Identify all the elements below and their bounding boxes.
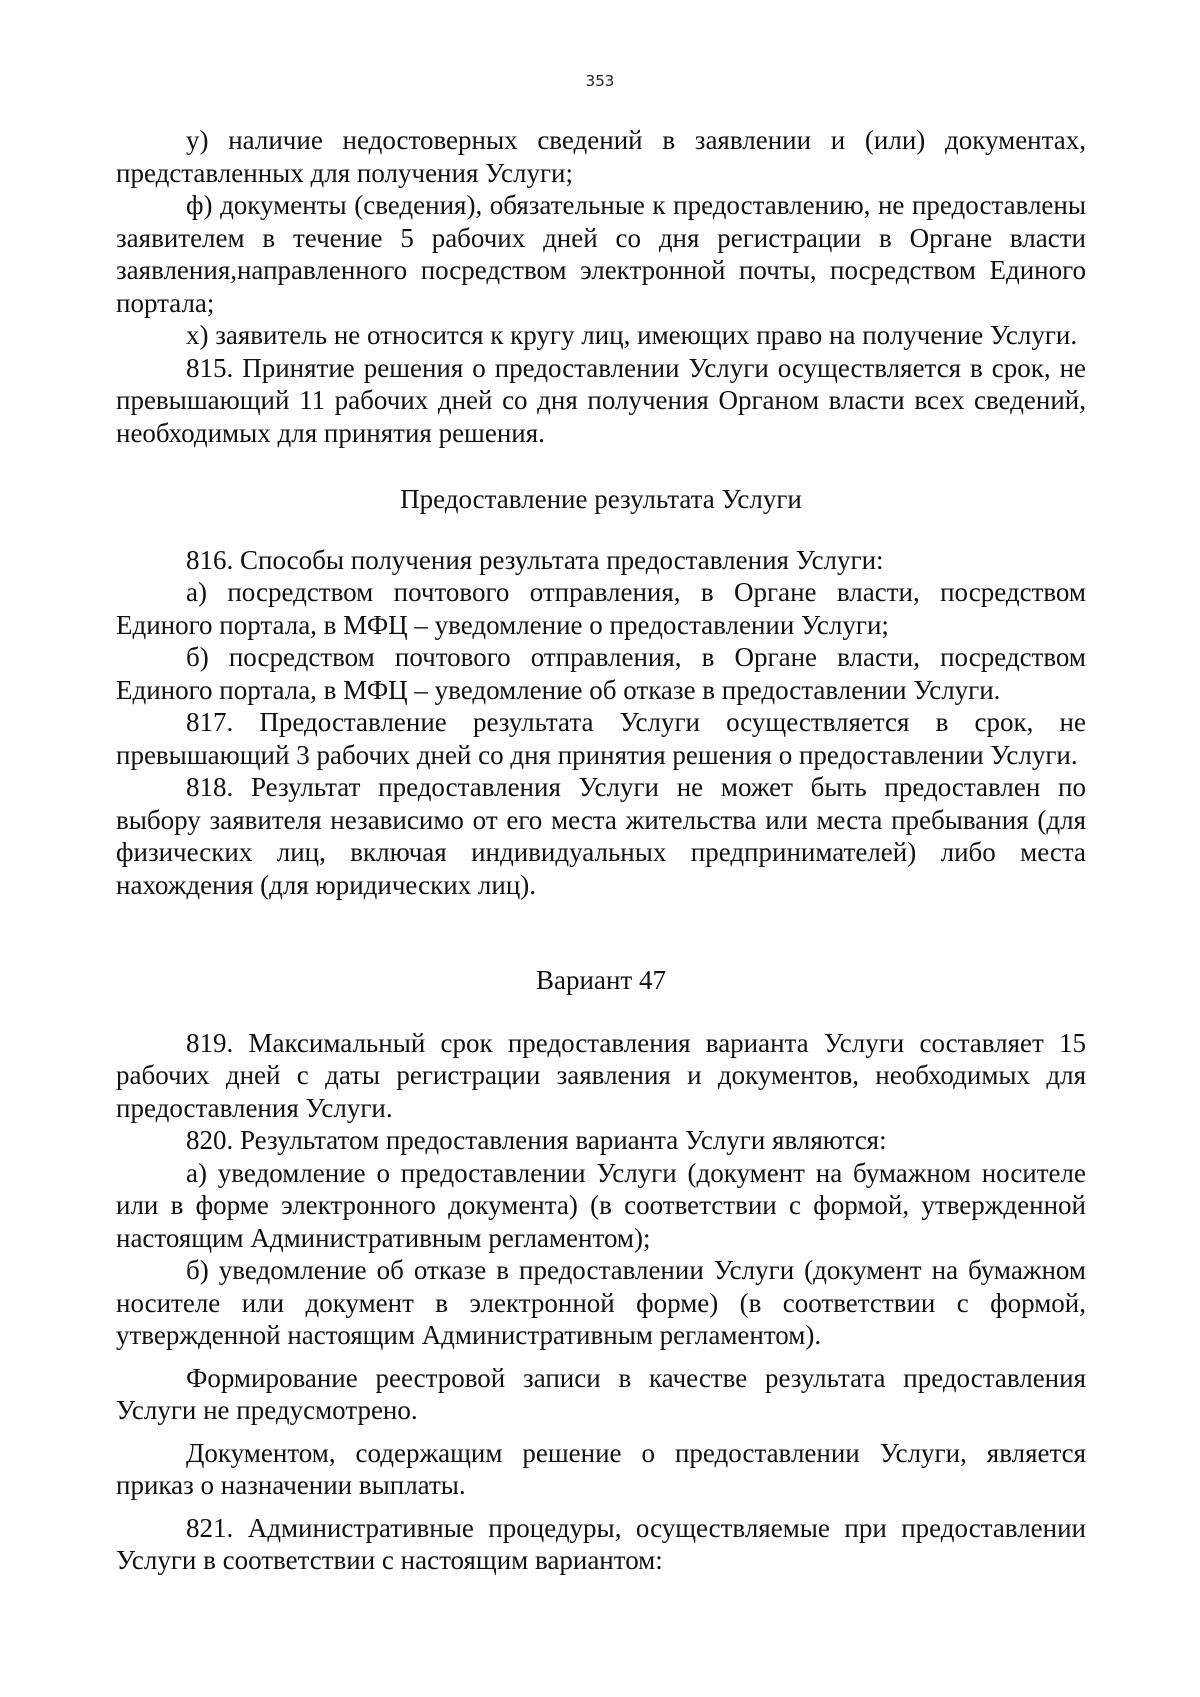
paragraph-819: 819. Максимальный срок предоставления варианта Услуги составляет 15 рабочих дней с даты регистрации заявления и документов, необходимых для предоставления Услуги. [116,1027,1086,1123]
paragraph-820-a: а) уведомление о предоставлении Услуги (документ на бумажном носителе или в форме электронного документа) (в соответствии с формой, утвержденной настоящим Административным регламентом); [116,1157,1086,1253]
paragraph-registry-record: Формирование реестровой записи в качестве результата предоставления Услуги не предусмотрено. [116,1362,1086,1425]
paragraph-816-a: а) посредством почтового отправления, в Органе власти, посредством Единого портала, в МФЦ – уведомление о предоставлении Услуги; [116,577,1086,640]
paragraph-820-b: б) уведомление об отказе в предоставлении Услуги (документ на бумажном носителе или документ в электронной форме) (в соответствии с формой, утвержденной настоящим Административным регламентом). [116,1255,1086,1350]
document-body [116,124,1086,1577]
paragraph-818: 818. Результат предоставления Услуги не может быть предоставлен по выбору заявителя независимо от его места жительства или места пребывания (для физических лиц, включая индивидуальных предпринимателей) либо места нахождения (для юридических лиц). [116,772,1086,900]
page-number: 353 [585,72,615,90]
section-heading-result: Предоставление результата Услуги [400,484,802,514]
paragraph-816: 816. Способы получения результата предоставления Услуги: [186,544,884,575]
paragraph-u: у) наличие недостоверных сведений в заявлении и (или) документах, представленных для получения Услуги; [116,125,1086,188]
paragraph-820: 820. Результатом предоставления варианта Услуги являются: [186,1125,887,1155]
paragraph-817: 817. Предоставление результата Услуги осуществляется в срок, не превышающий 3 рабочих дней со дня принятия решения о предоставлении Услуги. [116,707,1086,770]
paragraph-decision-document: Документом, содержащим решение о предоставлении Услуги, является приказ о назначении выплаты. [116,1437,1086,1500]
paragraph-821: 821. Административные процедуры, осуществляемые при предоставлении Услуги в соответствии с настоящим вариантом: [116,1512,1086,1575]
paragraph-816-b: б) посредством почтового отправления, в Органе власти, посредством Единого портала, в МФЦ – уведомление об отказе в предоставлении Услуги. [116,642,1086,705]
paragraph-kh: х) заявитель не относится к кругу лиц, имеющих право на получение Услуги. [186,320,1078,350]
paragraph-f: ф) документы (сведения), обязательные к предоставлению, не предоставлены заявителем в течение 5 рабочих дней со дня регистрации в Органе власти заявления,направленного посредством электронной почты, посредством Единого портала; [116,190,1086,318]
paragraph-815: 815. Принятие решения о предоставлении Услуги осуществляется в срок, не превышающий 11 рабочих дней со дня получения Органом власти всех сведений, необходимых для принятия решения. [116,352,1086,448]
section-heading-variant: Вариант 47 [536,965,666,995]
